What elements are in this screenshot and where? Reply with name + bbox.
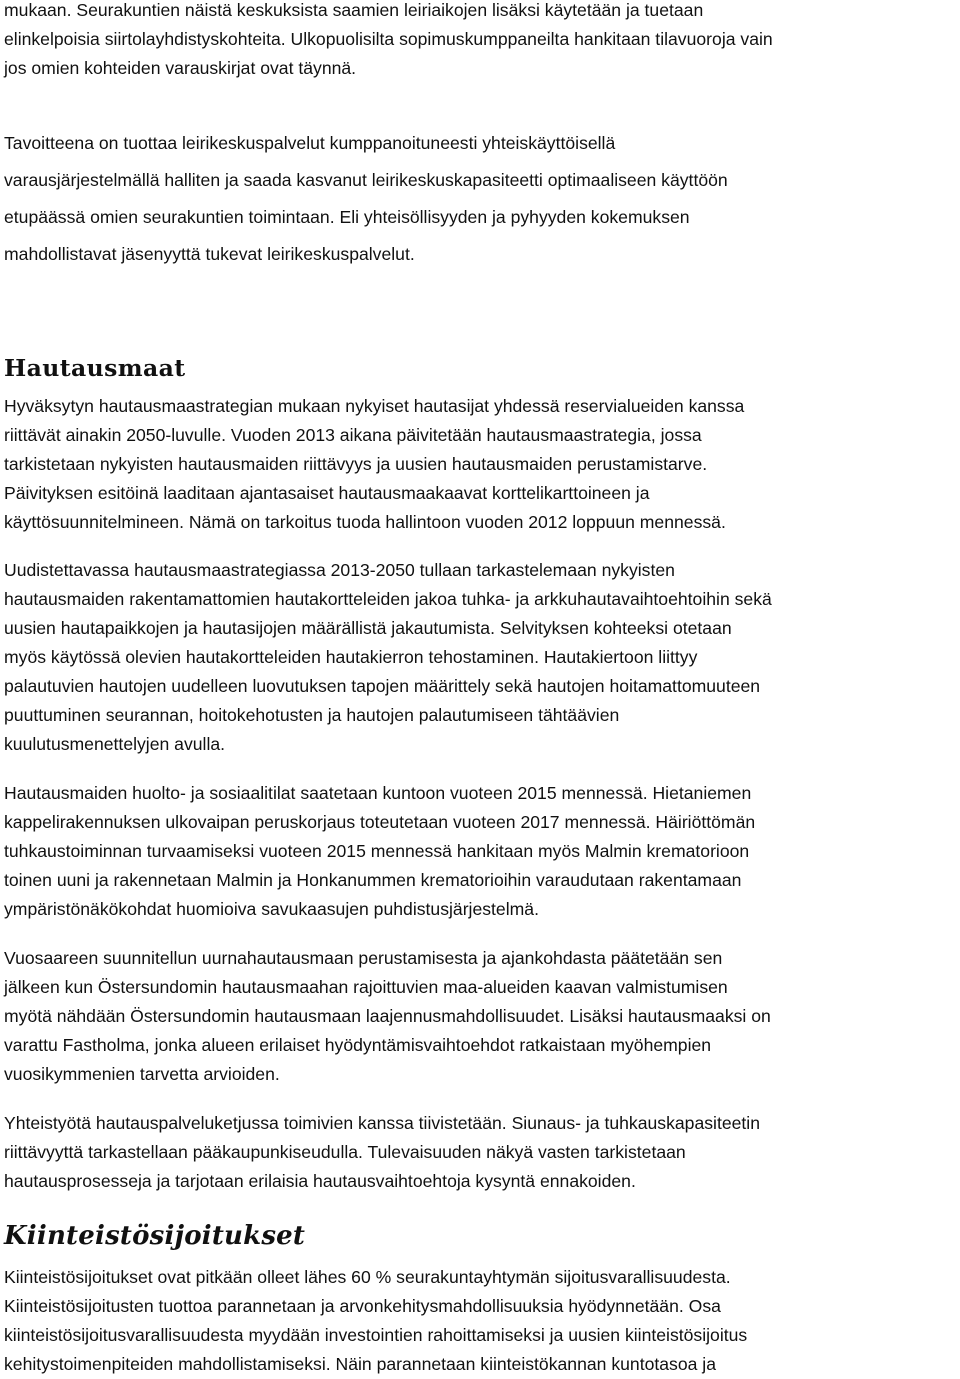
text-line: Päivityksen esitöinä laaditaan ajantasaiset hautausmaakaavat korttelikarttoineen ja [4,483,650,503]
text-line: Tavoitteena on tuottaa leirikeskuspalvelut kumppanoituneesti yhteiskäyttöisellä [4,133,616,153]
paragraph [4,1263,956,1379]
text-line: mukaan. Seurakuntien näistä keskuksista saamien leiriaikojen lisäksi käytetään ja tuetaan [4,0,704,20]
section-heading-hautausmaat: Hautausmaat [4,354,186,382]
text-line: Vuosaareen suunnitellun uurnahautausmaan perustamisesta ja ajankohdasta päätetään sen [4,948,723,968]
text-line: mahdollistavat jäsenyyttä tukevat leirikeskuspalvelut. [4,244,415,264]
text-line: kuulutusmenettelyjen avulla. [4,734,226,754]
text-line: käyttösuunnitelmineen. Nämä on tarkoitus tuoda hallintoon vuoden 2012 loppuun mennessä. [4,512,726,532]
paragraph [4,944,956,1089]
text-line: hautausprosesseja ja tarjotaan erilaisia hautausvaihtoehtoja kysyntä ennakoiden. [4,1171,636,1191]
text-line: jälkeen kun Östersundomin hautausmaahan rajoittuvien maa-alueiden kaavan valmistumisen [4,977,728,997]
text-line: tarkistetaan nykyisten hautausmaiden riittävyys ja uusien hautausmaiden perustamistarve. [4,454,708,474]
goal-paragraph [4,125,956,273]
text-line: ympäristönäkökohdat huomioiva savukaasujen puhdistusjärjestelmä. [4,899,539,919]
text-line: kiinteistösijoitusvarallisuudesta myydään investointien rahoittamiseksi ja uusien kiinteistösijoitus [4,1325,748,1345]
text-line: jos omien kohteiden varauskirjat ovat täynnä. [4,58,357,78]
text-line: Yhteistyötä hautauspalveluketjussa toimivien kanssa tiivistetään. Siunaus- ja tuhkauskapasiteetin [4,1113,760,1133]
text-line: puuttuminen seurannan, hoitokehotusten ja hautojen palautumiseen tähtäävien [4,705,620,725]
text-line: myötä nähdään Östersundomin hautausmaan laajennusmahdollisuudet. Lisäksi hautausmaaksi on [4,1006,771,1026]
text-line: varattu Fastholma, jonka alueen erilaiset hyödyntämisvaihtoehdot ratkaistaan myöhempien [4,1035,712,1055]
text-line: Kiinteistösijoitusten tuottoa parannetaan ja arvonkehitysmahdollisuuksia hyödynnetään. Osa [4,1296,721,1316]
intro-paragraph [4,0,956,83]
text-line: riittävät ainakin 2050-luvulle. Vuoden 2013 aikana päivitetään hautausmaastrategia, jossa [4,425,702,445]
text-line: etupäässä omien seurakuntien toimintaan. Eli yhteisöllisyyden ja pyhyyden kokemuksen [4,207,690,227]
text-line: varausjärjestelmällä halliten ja saada kasvanut leirikeskuskapasiteetti optimaaliseen käyttöön [4,170,728,190]
text-line: kappelirakennuksen ulkovaipan peruskorjaus toteutetaan vuoteen 2017 mennessä. Häiriöttömän [4,812,756,832]
paragraph [4,779,956,924]
text-line: uusien hautapaikkojen ja hautasijojen määrällistä jakautumista. Selvityksen kohteeksi otetaan [4,618,732,638]
text-line: palautuvien hautojen uudelleen luovutuksen tapojen määrittely sekä hautojen hoitamattomuuteen [4,676,761,696]
paragraph [4,1109,956,1196]
text-line: Hyväksytyn hautausmaastrategian mukaan nykyiset hautasijat yhdessä reservialueiden kanssa [4,396,745,416]
text-line: elinkelpoisia siirtolayhdistyskohteita. Ulkopuolisilta sopimuskumppaneilta hankitaan tilavuoroja vain [4,29,773,49]
text-line: Hautausmaiden huolto- ja sosiaalitilat saatetaan kuntoon vuoteen 2015 mennessä. Hietaniemen [4,783,752,803]
text-line: Uudistettavassa hautausmaastrategiassa 2013-2050 tullaan tarkastelemaan nykyisten [4,560,675,580]
text-line: vuosikymmenien tarvetta arvioiden. [4,1064,280,1084]
text-line: riittävyyttä tarkastellaan pääkaupunkiseudulla. Tulevaisuuden näkyä vasten tarkistetaan [4,1142,686,1162]
text-line: kehitystoimenpiteiden mahdollistamiseksi. Näin parannetaan kiinteistökannan kuntotasoa ja [4,1354,716,1374]
text-line: hautausmaiden rakentamattomien hautakortteleiden jakoa tuhka- ja arkkuhautavaihtoehtoihin sekä [4,589,772,609]
text-line: toinen uuni ja rakennetaan Malmin ja Honkanummen krematorioihin varaudutaan rakentamaan [4,870,742,890]
paragraph [4,392,956,537]
paragraph [4,556,956,759]
text-line: Kiinteistösijoitukset ovat pitkään olleet lähes 60 % seurakuntayhtymän sijoitusvarallisuudesta. [4,1267,731,1287]
text-line: myös käytössä olevien hautakortteleiden hautakierron tehostaminen. Hautakiertoon liittyy [4,647,698,667]
text-line: tuhkaustoiminnan turvaamiseksi vuoteen 2015 mennessä hankitaan myös Malmin krematorioon [4,841,750,861]
section-heading-kiinteistosijoitukset: Kiinteistösijoitukset [4,1221,306,1251]
